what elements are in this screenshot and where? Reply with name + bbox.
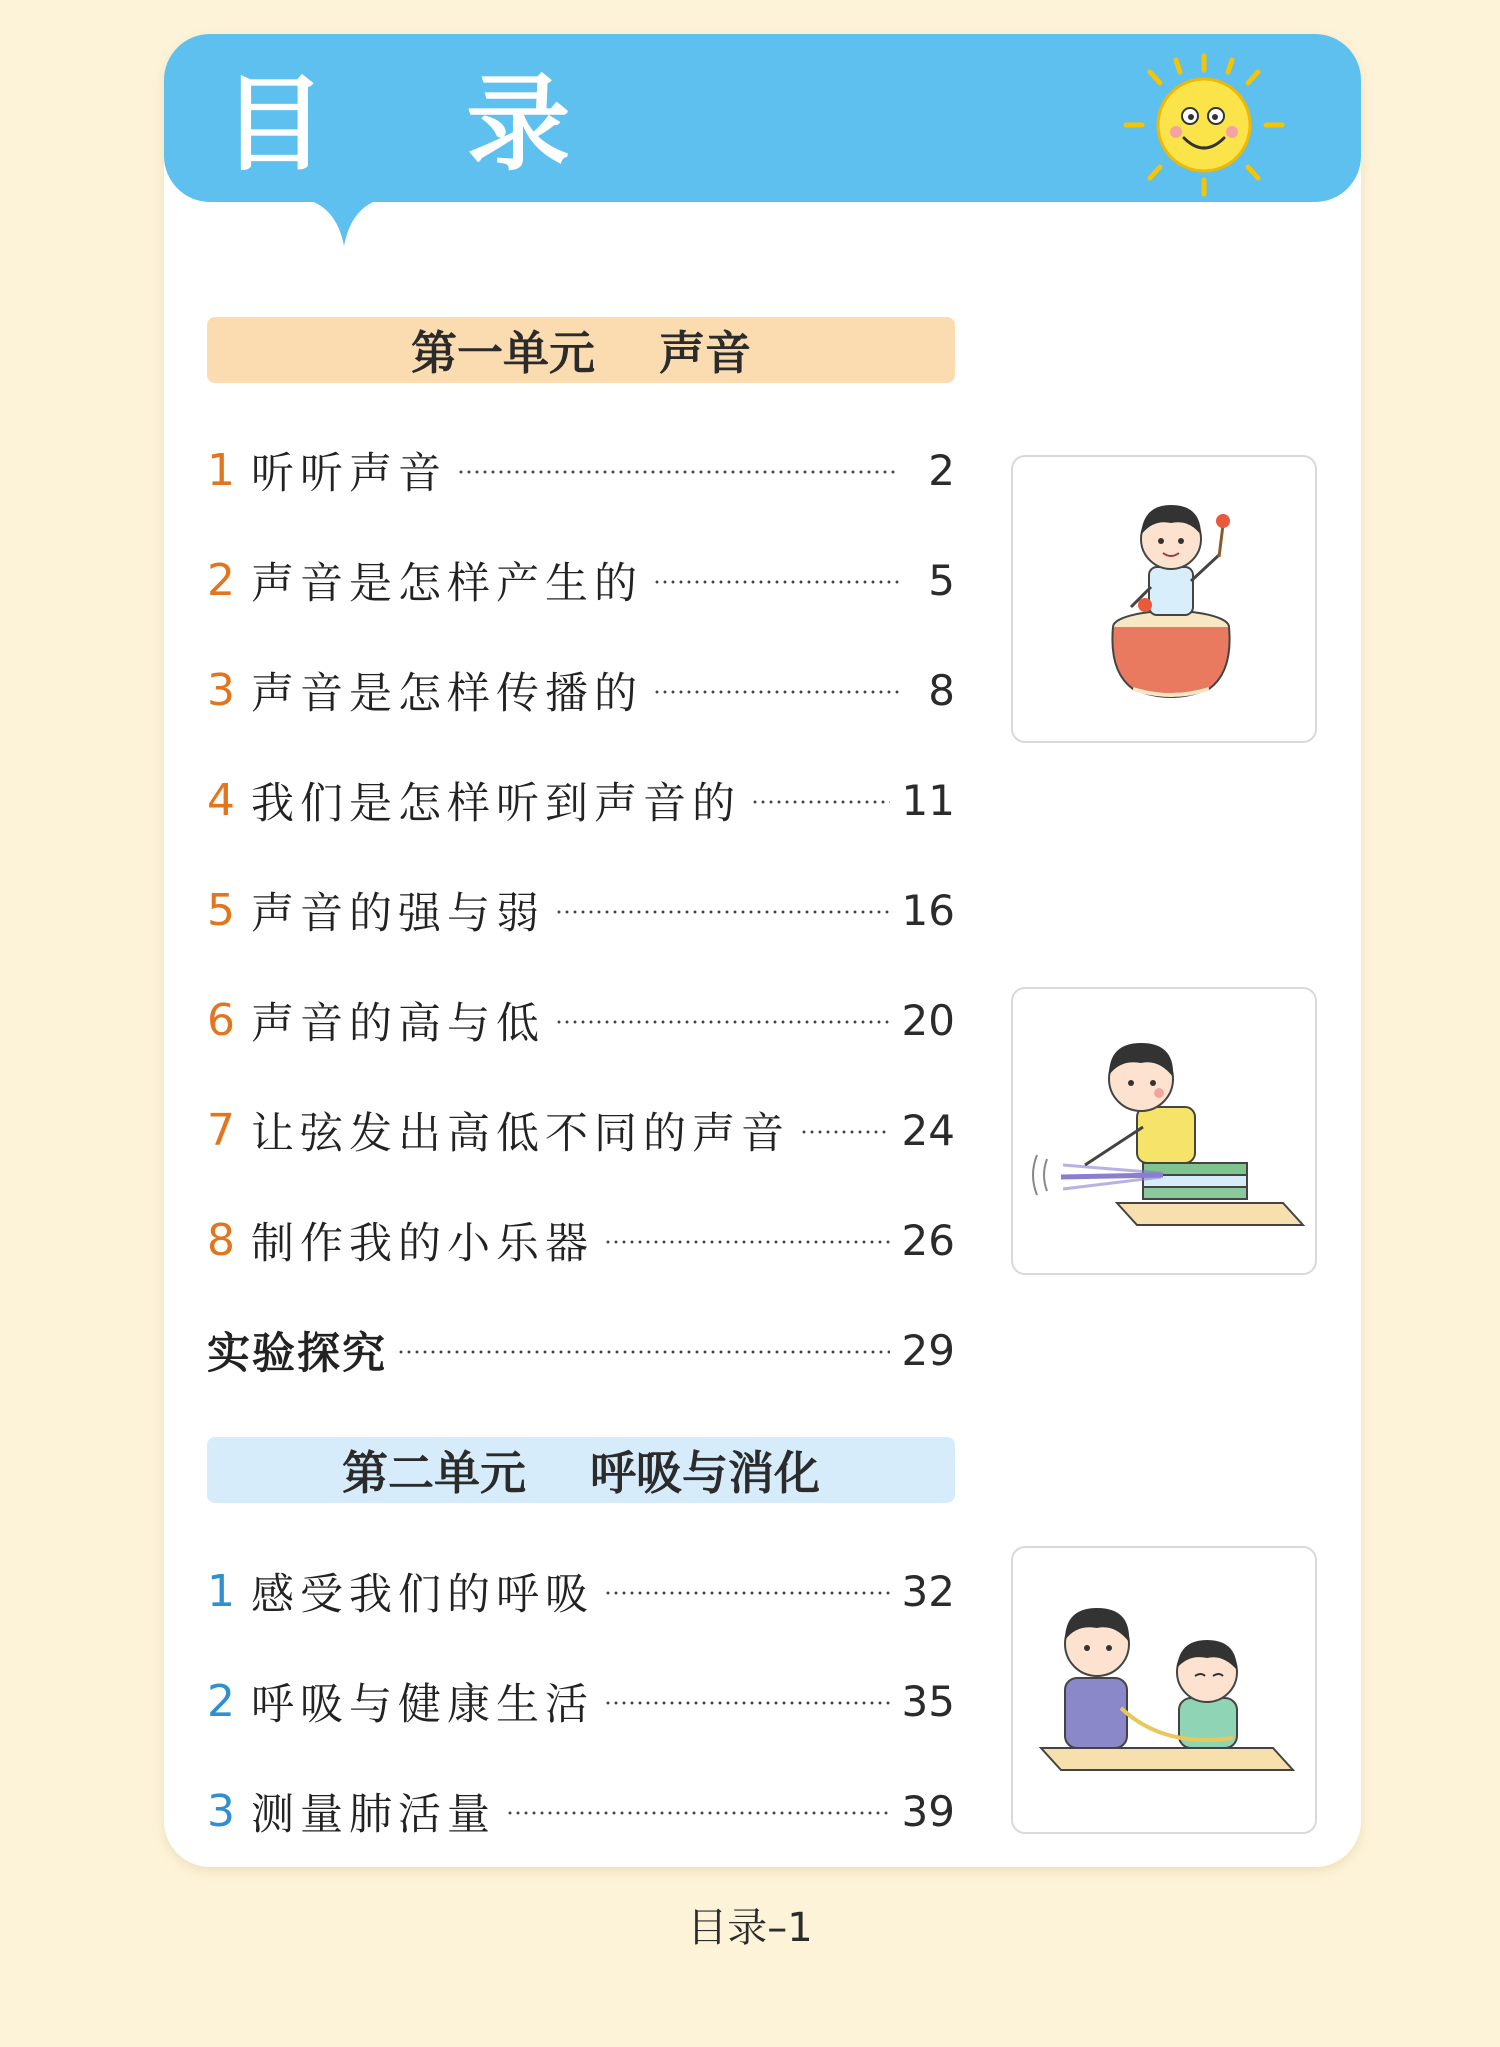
page-number: 5 [928, 555, 955, 605]
dot-leader [604, 1701, 890, 1705]
dot-leader [800, 1130, 890, 1134]
ruler-boy-illustration [1011, 987, 1317, 1275]
drum-boy-illustration [1011, 455, 1317, 743]
dot-leader [653, 690, 899, 694]
header-notch [300, 198, 386, 246]
page-number: 8 [928, 665, 955, 715]
page-number: 2 [928, 445, 955, 495]
page-number: 24 [901, 1105, 955, 1155]
toc-entry[interactable] [207, 440, 955, 500]
experiment-title: 实验探究 [207, 1328, 387, 1379]
lesson-title: 制作我的小乐器 [251, 1218, 594, 1269]
toc-entry[interactable] [207, 990, 955, 1050]
lesson-title: 测量肺活量 [251, 1789, 496, 1840]
page-number: 26 [901, 1215, 955, 1265]
lesson-title: 让弦发出高低不同的声音 [251, 1108, 790, 1159]
lesson-number: 6 [207, 994, 235, 1046]
dot-leader [751, 800, 890, 804]
toc-entry[interactable] [207, 550, 955, 610]
lesson-title: 呼吸与健康生活 [251, 1679, 594, 1730]
page-number: 32 [901, 1566, 955, 1616]
unit2-heading: 第二单元 呼吸与消化 [207, 1437, 955, 1503]
stethoscope-boys-illustration [1011, 1546, 1317, 1834]
lesson-number: 8 [207, 1214, 235, 1266]
unit1-heading: 第一单元 声音 [207, 317, 955, 383]
toc-entry[interactable] [207, 660, 955, 720]
sun-icon [1118, 50, 1290, 200]
toc-entry[interactable] [207, 1210, 955, 1270]
toc-entry[interactable] [207, 770, 955, 830]
dot-leader [457, 470, 899, 474]
dot-leader [555, 910, 890, 914]
toc-entry[interactable] [207, 1671, 955, 1731]
lesson-number: 2 [207, 554, 235, 606]
dot-leader [397, 1350, 890, 1354]
lesson-number: 7 [207, 1104, 235, 1156]
page-number: 35 [901, 1676, 955, 1726]
page-number: 11 [901, 775, 955, 825]
lesson-number: 1 [207, 1565, 235, 1617]
toc-entry[interactable] [207, 1100, 955, 1160]
lesson-number: 5 [207, 884, 235, 936]
lesson-title: 我们是怎样听到声音的 [251, 778, 741, 829]
lesson-number: 1 [207, 444, 235, 496]
lesson-number: 2 [207, 1675, 235, 1727]
dot-leader [604, 1591, 890, 1595]
dot-leader [653, 580, 899, 584]
toc-entry[interactable] [207, 1561, 955, 1621]
page-number: 29 [901, 1325, 955, 1375]
page-number: 16 [901, 885, 955, 935]
lesson-title: 声音的高与低 [251, 998, 545, 1049]
lesson-number: 3 [207, 1785, 235, 1837]
page-footer: 目录–1 [687, 1905, 813, 1951]
dot-leader [506, 1811, 890, 1815]
lesson-title: 声音的强与弱 [251, 888, 545, 939]
lesson-title: 声音是怎样传播的 [251, 668, 643, 719]
toc-entry-experiment[interactable] [207, 1320, 955, 1380]
page-number: 20 [901, 995, 955, 1045]
dot-leader [604, 1240, 890, 1244]
toc-entry[interactable] [207, 1781, 955, 1841]
page-title: 目 录 [222, 63, 623, 185]
lesson-title: 声音是怎样产生的 [251, 558, 643, 609]
page-number: 39 [901, 1786, 955, 1836]
dot-leader [555, 1020, 890, 1024]
lesson-number: 3 [207, 664, 235, 716]
lesson-title: 感受我们的呼吸 [251, 1569, 594, 1620]
lesson-title: 听听声音 [251, 448, 447, 499]
lesson-number: 4 [207, 774, 235, 826]
toc-entry[interactable] [207, 880, 955, 940]
